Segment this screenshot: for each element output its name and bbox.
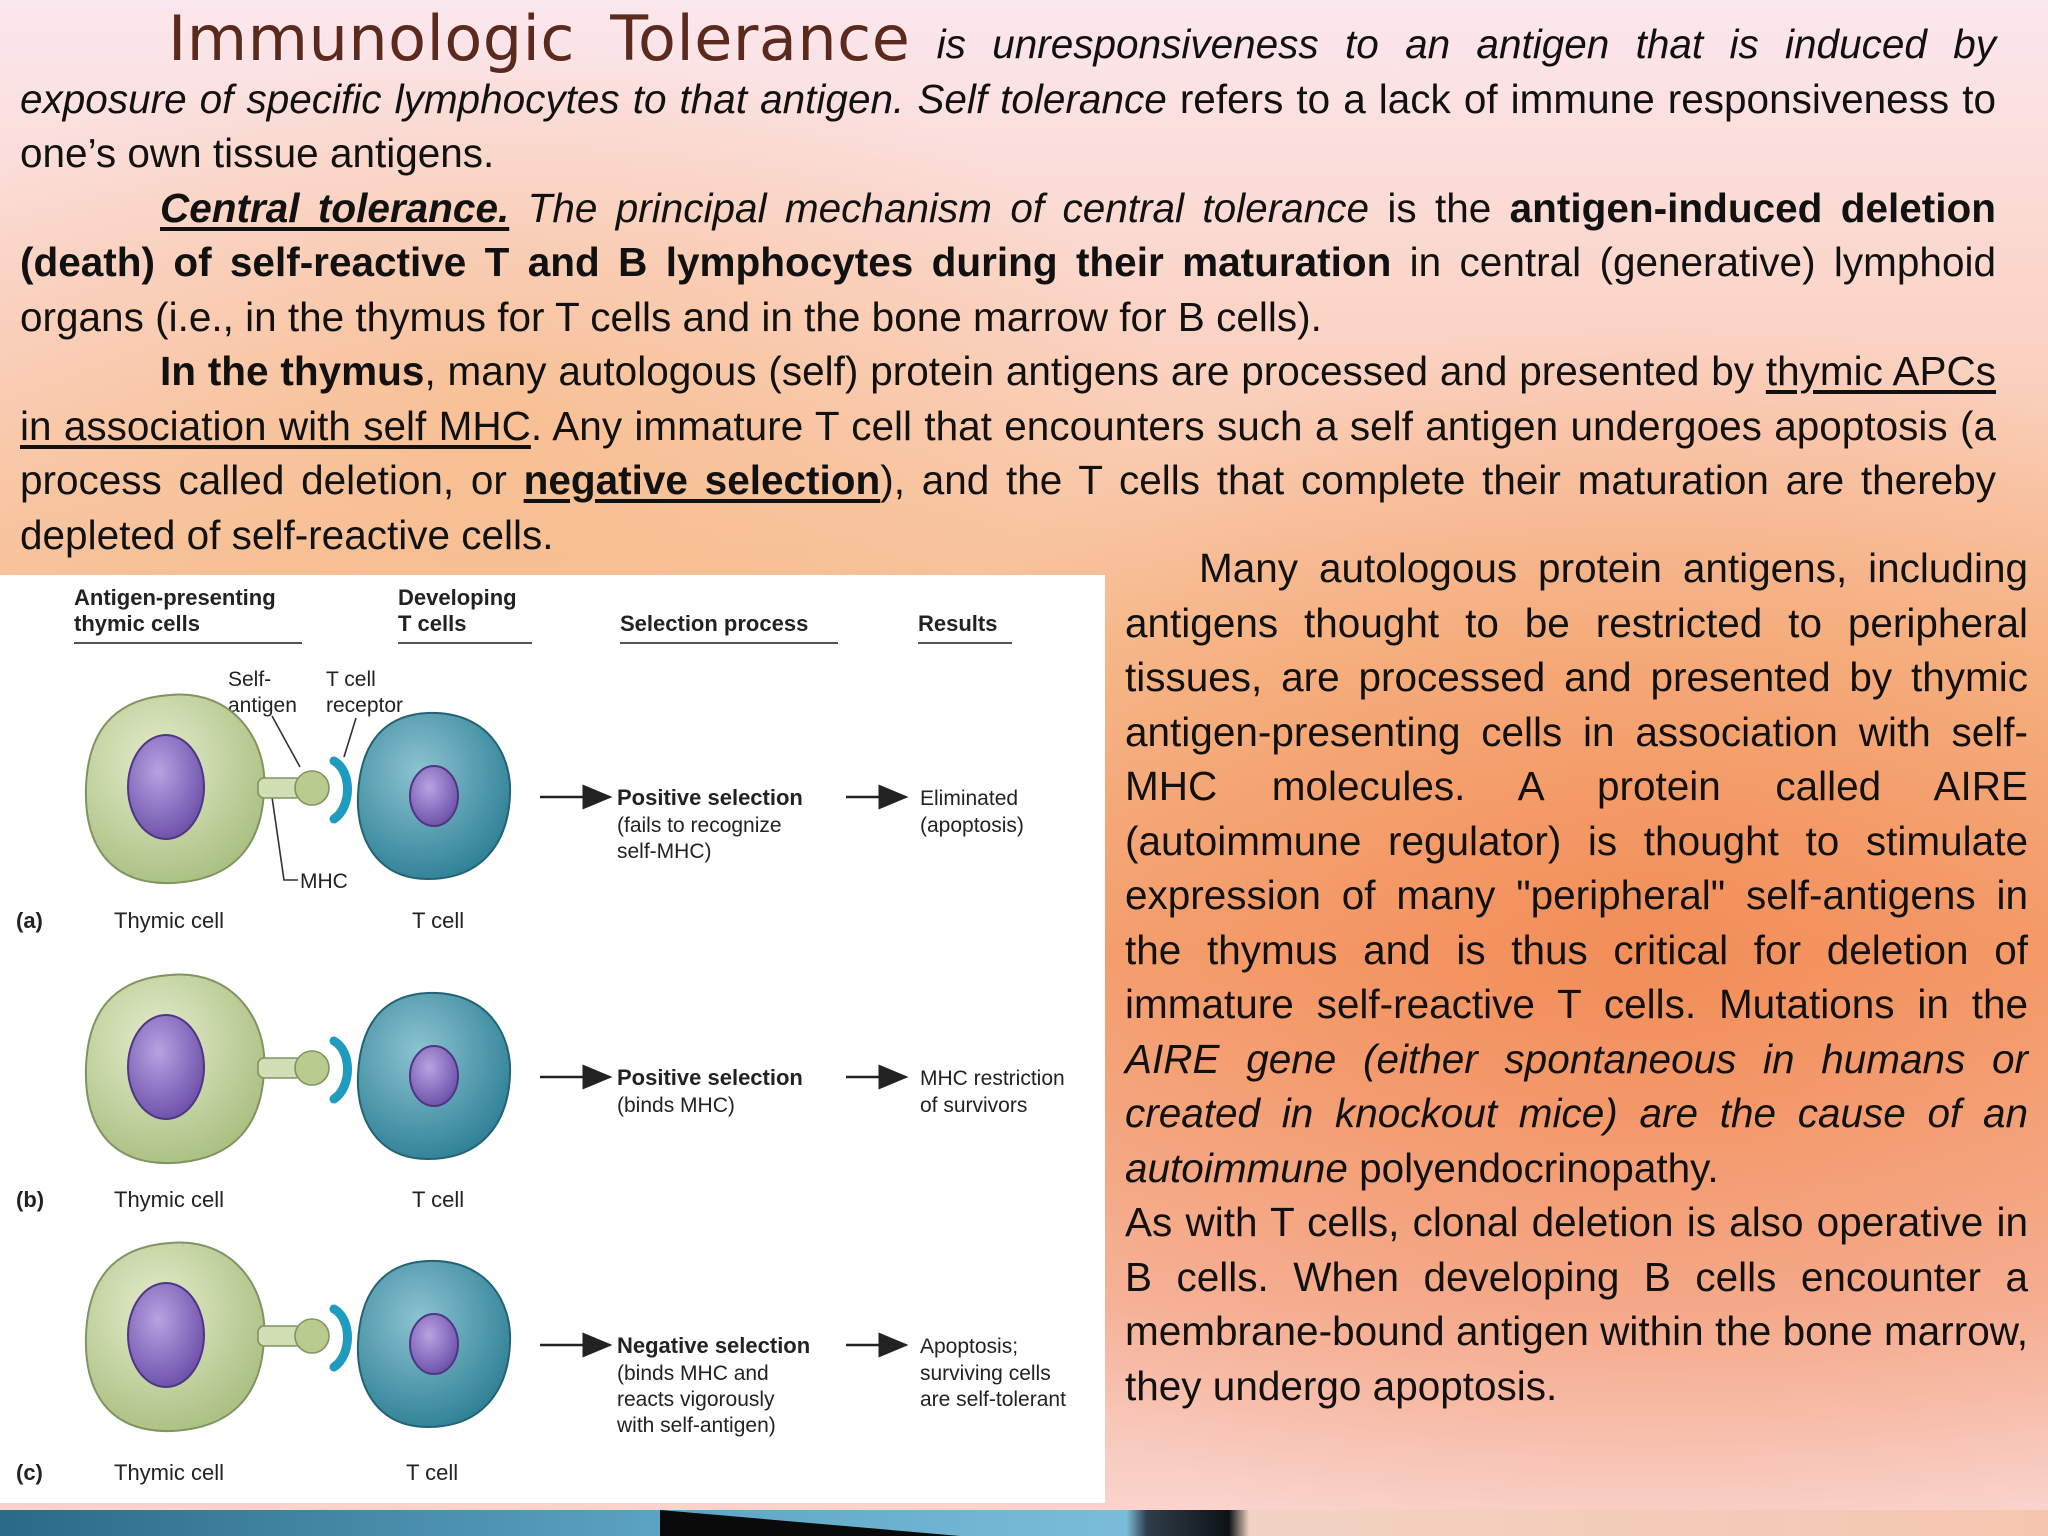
result-a-line1: Eliminated xyxy=(920,787,1019,810)
central-tolerance-text-2: in central (generative) lymphoid organs (i.e., in the thymus for T cells and in the bone marrow for B cells). xyxy=(20,239,1996,340)
tcr-c xyxy=(334,1309,348,1367)
thymic-cell-label-c: Thymic cell xyxy=(114,1460,225,1485)
b-cell-paragraph: As with T cells, clonal deletion is also operative in B cells. When developing B cells encounter a membrane-bound antigen within the bone marrow, they undergo apoptosis. xyxy=(1125,1199,2028,1409)
tcr-pointer xyxy=(344,718,356,757)
thymic-nucleus-a xyxy=(128,735,204,839)
tcr-a xyxy=(334,761,348,819)
header-apc-line2: thymic cells xyxy=(74,611,200,636)
header-tcells-line2: T cells xyxy=(398,611,467,636)
intro-rest-text: refers to a lack of immune responsiveness to one’s own tissue antigens. xyxy=(20,75,1996,176)
aire-text-1: Many autologous protein antigens, including antigens thought to be restricted to peripheral tissues, are processed and presented by thymic antigen-presenting cells in association with self-MHC molecules. A protein called AIRE (autoimmune regulator) is thought to stimulate expression of many "peripheral" self-antigens in the thymus and is thus critical for deletion of immature self-reactive T cells. Mutations in the xyxy=(1125,545,2028,1027)
header-tcells-line1: Developing xyxy=(398,585,517,610)
t-cell-nucleus-a xyxy=(410,766,458,826)
central-tolerance-heading: Central tolerance. xyxy=(160,184,510,231)
row-b xyxy=(16,975,1065,1212)
selection-title-a: Positive selection xyxy=(617,785,803,810)
central-tolerance-italic: The principal mechanism of central tolerance xyxy=(509,184,1370,231)
self-tolerance-term: Self tolerance xyxy=(917,75,1167,122)
thymus-text-2: . Any immature T cell that encounters such a self antigen undergoes apoptosis (a process called deletion, or xyxy=(20,402,1996,503)
header-results: Results xyxy=(918,611,998,636)
header-selection: Selection process xyxy=(620,611,809,636)
thymus-bold: In the thymus xyxy=(160,348,425,394)
self-antigen-label-line1: Self- xyxy=(228,668,272,691)
thymic-nucleus-c xyxy=(128,1283,204,1387)
thymus-underlined: thymic APCs in association with self MHC xyxy=(20,348,1996,449)
row-letter-a: (a) xyxy=(16,908,43,933)
aire-italic: AIRE gene (either spontaneous in humans or created in knockout mice) are the cause of an autoimmune xyxy=(1125,1035,2028,1191)
t-cell-nucleus-b xyxy=(410,1046,458,1106)
selection-desc-a-line1: (fails to recognize xyxy=(617,814,782,837)
selection-title-b: Positive selection xyxy=(617,1065,803,1090)
selection-desc-a-line2: self-MHC) xyxy=(617,840,712,863)
result-a-line2: (apoptosis) xyxy=(920,814,1024,837)
tcr-label-line1: T cell xyxy=(326,668,376,691)
result-c-line2: surviving cells xyxy=(920,1362,1051,1385)
aire-paragraph xyxy=(1125,541,2028,1195)
thymus-text-1: , many autologous (self) protein antigens are processed and presented by xyxy=(424,348,1766,394)
t-cell-nucleus-c xyxy=(410,1314,458,1374)
t-cell-label-b: T cell xyxy=(412,1187,465,1212)
self-antigen-a xyxy=(295,771,329,805)
thymic-cell-label-a: Thymic cell xyxy=(114,908,225,933)
mhc-pointer xyxy=(272,797,298,880)
selection-desc-c-line2: reacts vigorously xyxy=(617,1388,775,1411)
paragraph-thymus xyxy=(20,344,1996,562)
paragraph-central-tolerance xyxy=(20,181,1996,345)
intro-italic-text: is unresponsiveness to an antigen that is induced by exposure of specific lymphocytes to that antigen. xyxy=(20,21,1996,122)
selection-desc-c-line3: with self-antigen) xyxy=(617,1414,776,1437)
selection-diagram xyxy=(0,575,1105,1503)
t-cell-label-c: T cell xyxy=(406,1460,459,1485)
selection-desc-b-line1: (binds MHC) xyxy=(617,1094,735,1117)
row-letter-c: (c) xyxy=(16,1460,43,1485)
row-letter-b: (b) xyxy=(16,1187,45,1212)
selection-desc-c-line1: (binds MHC and xyxy=(617,1362,769,1385)
self-antigen-b xyxy=(295,1051,329,1085)
row-c xyxy=(16,1243,1066,1485)
tcr-label-line2: receptor xyxy=(326,694,404,717)
bottom-decorative-bar xyxy=(0,1510,2048,1536)
self-antigen-label-line2: antigen xyxy=(228,694,297,717)
thymic-cell-label-b: Thymic cell xyxy=(114,1187,225,1212)
result-b-line1: MHC restriction xyxy=(920,1067,1065,1090)
selection-figure xyxy=(0,575,1105,1503)
thymic-nucleus-b xyxy=(128,1015,204,1119)
t-cell-label-a: T cell xyxy=(412,908,465,933)
result-b-line2: of survivors xyxy=(920,1094,1028,1117)
mhc-label: MHC xyxy=(300,870,348,893)
page-title: Immunologic Tolerance xyxy=(168,2,911,75)
aire-text-2: polyendocrinopathy. xyxy=(1347,1144,1719,1191)
self-antigen-pointer xyxy=(272,716,300,767)
paragraph-intro xyxy=(20,2,1996,181)
thymus-text-3: ), and the T cells that complete their maturation are thereby depleted of self-reactive cells. xyxy=(20,457,1996,558)
result-c-line1: Apoptosis; xyxy=(920,1335,1019,1358)
top-text-block xyxy=(20,2,1997,562)
central-tolerance-text-1: is the xyxy=(1369,184,1510,231)
result-c-line3: are self-tolerant xyxy=(920,1388,1066,1411)
negative-selection-term: negative selection xyxy=(523,457,881,503)
central-tolerance-bold: antigen-induced deletion (death) of self-reactive T and B lymphocytes during their maturation xyxy=(20,184,1997,285)
header-apc-line1: Antigen-presenting xyxy=(74,585,276,610)
right-text-block xyxy=(1125,541,2028,1413)
row-a xyxy=(16,695,1024,933)
selection-title-c: Negative selection xyxy=(617,1333,811,1358)
tcr-b xyxy=(334,1041,348,1099)
self-antigen-c xyxy=(295,1319,329,1353)
